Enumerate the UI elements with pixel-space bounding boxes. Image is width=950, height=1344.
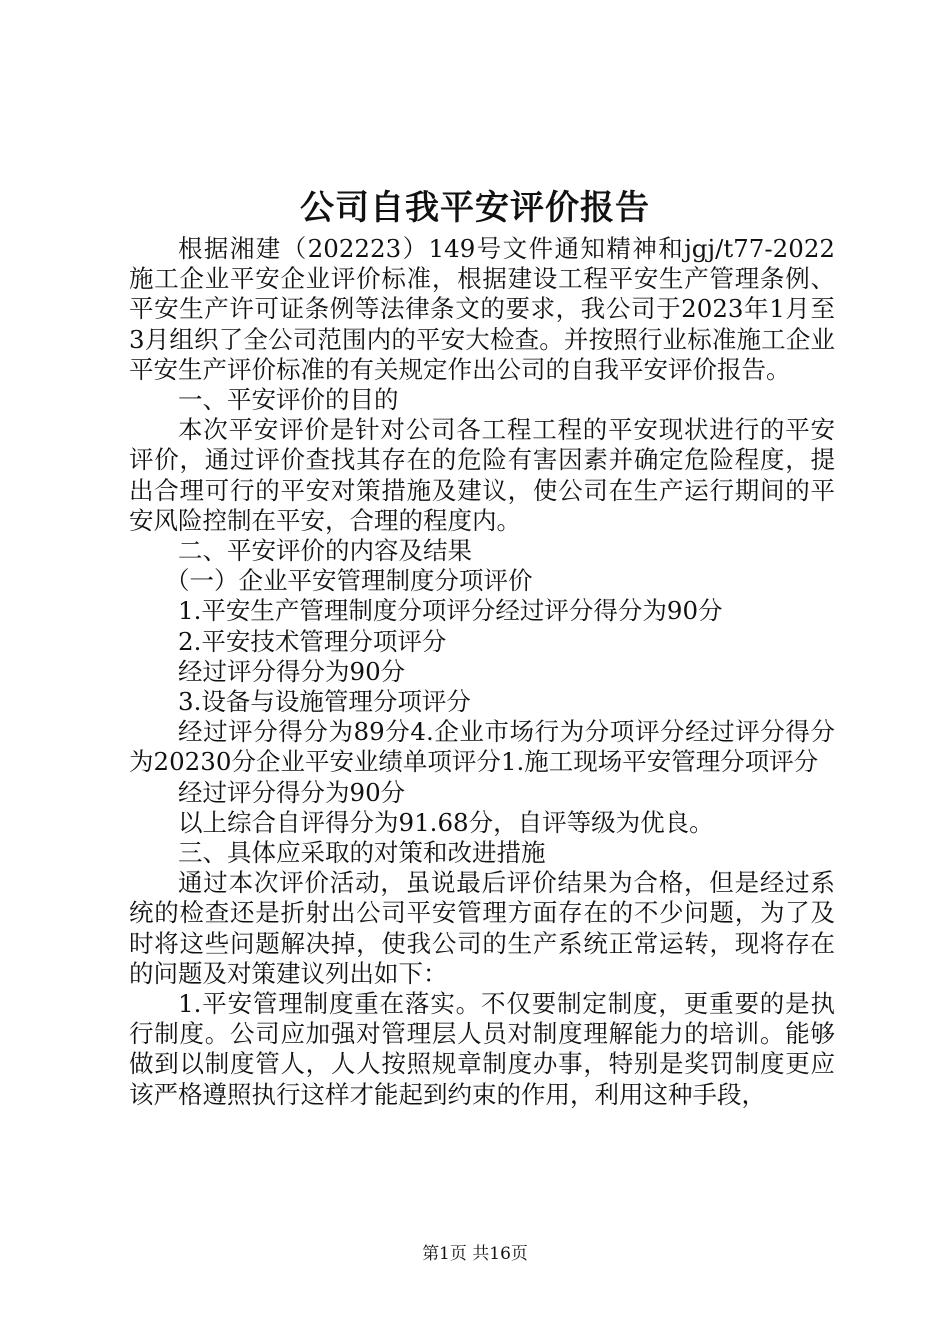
paragraph-measure-1: 1.平安管理制度重在落实。不仅要制定制度，更重要的是执行制度。公司应加强对管理层人员对制度理解能力的培训。能够做到以制度管人，人人按照规章制度办事，特别是奖罚制度更应该严格遵照执行这样才能起到约束的作用，利用这种手段，	[129, 989, 835, 1109]
section-heading-measures: 三、具体应采取的对策和改进措施	[178, 838, 546, 868]
paragraph-purpose: 本次平安评价是针对公司各工程工程的平安现状进行的平安评价，通过评价查找其存在的危险有害因素并确定危险程度，提出合理可行的平安对策措施及建议，使公司在生产运行期间的平安风险控制在平安，合理的程度内。	[129, 415, 835, 535]
score-item-3-result: 经过评分得分为89分4.企业市场行为分项评分经过评分得分为20230分企业平安业绩单项评分1.施工现场平安管理分项评分	[129, 717, 835, 777]
section-heading-purpose: 一、平安评价的目的	[178, 385, 399, 415]
score-item-3: 3.设备与设施管理分项评分	[178, 687, 471, 717]
score-item-2: 2.平安技术管理分项评分	[178, 626, 447, 656]
section-heading-content: 二、平安评价的内容及结果	[178, 536, 472, 566]
score-item-2-result: 经过评分得分为90分	[178, 656, 406, 686]
paragraph-measures-intro: 通过本次评价活动，虽说最后评价结果为合格，但是经过系统的检查还是折射出公司平安管理方面存在的不少问题，为了及时将这些问题解决掉，使我公司的生产系统正常运转，现将存在的问题及对策建议列出如下：	[129, 868, 835, 988]
overall-score: 以上综合自评得分为91.68分，自评等级为优良。	[178, 807, 714, 837]
subsection-heading-management: （一）企业平安管理制度分项评价	[165, 566, 533, 596]
score-item-site-result: 经过评分得分为90分	[178, 777, 406, 807]
score-item-1: 1.平安生产管理制度分项评分经过评分得分为90分	[178, 596, 723, 626]
document-body	[129, 234, 835, 1110]
paragraph-intro: 根据湘建（202223）149号文件通知精神和jgj/t77-2022施工企业平安企业评价标准，根据建设工程平安生产管理条例、平安生产许可证条例等法律条文的要求，我公司于2023年1月至3月组织了全公司范围内的平安大检查。并按照行业标准施工企业平安生产评价标准的有关规定作出公司的自我平安评价报告。	[129, 234, 835, 384]
page-footer: 第1页 共16页	[422, 1244, 528, 1264]
document-title: 公司自我平安评价报告	[300, 188, 650, 228]
